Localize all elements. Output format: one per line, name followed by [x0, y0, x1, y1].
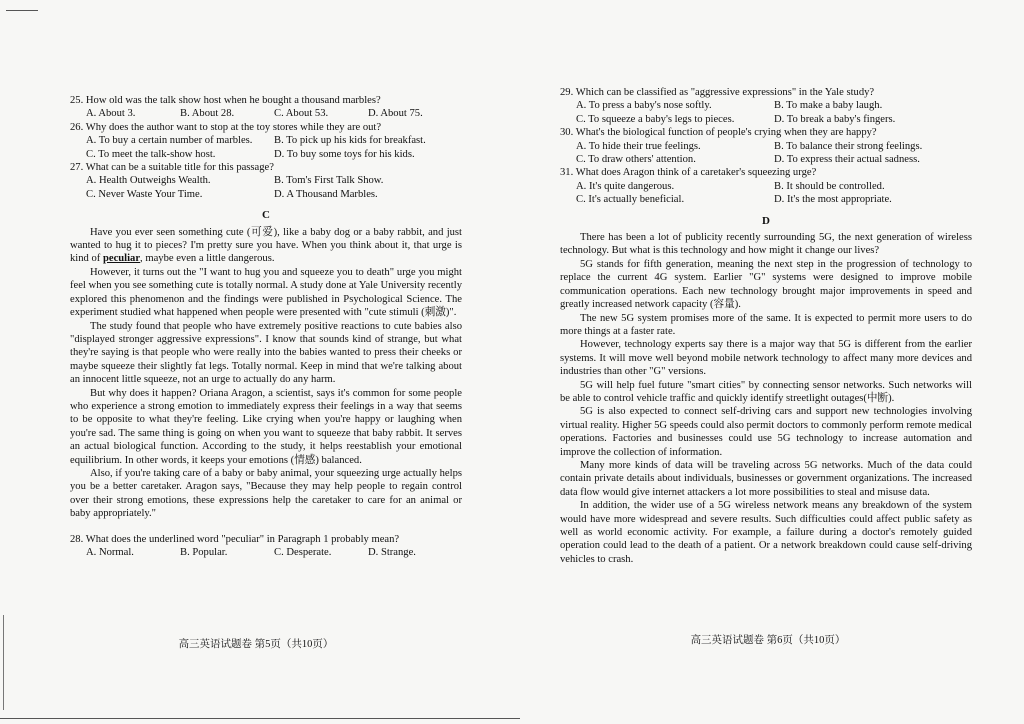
option-a: A. To buy a certain number of marbles. [86, 135, 253, 147]
option-c: C. To meet the talk-show host. [86, 148, 216, 160]
option-c: C. Never Waste Your Time. [86, 188, 203, 200]
option-a: A. To hide their true feelings. [576, 140, 701, 152]
option-c: C. Desperate. [274, 547, 332, 558]
page-6 [512, 0, 1024, 724]
option-d: D. About 75. [368, 108, 423, 120]
option-d: D. To break a baby's fingers. [774, 113, 896, 125]
option-b: B. It should be controlled. [774, 180, 885, 192]
passage-c-paragraph-4: But why does it happen? Oriana Aragon, a scientist, says it's common for some people who experience a strong emotion to immediately express their feelings in a way that seems to be opposite to what they're feeling. Like crying when you're happy or laughing when you're sad. The same thing is going on when you want to squeeze that baby rabbit. It serves an actual biological function. According to the study, it helps reestablish your emotional equilibrium. In other words, it keeps your emotions (情感) balanced. [70, 387, 462, 466]
question-27: 27. What can be a suitable title for this passage? [70, 162, 274, 174]
question-25-options [70, 107, 462, 120]
passage-d-paragraph-6: 5G is also expected to connect self-driving cars and support new technologies involving virtual reality. Higher 5G speeds could also permit doctors to commonly perform remote medical operations. Factories and businesses could use 5G technology to increase automation and improve the collection of information. [560, 406, 972, 458]
option-c: C. It's actually beneficial. [576, 194, 685, 206]
passage-c-paragraph-2: However, it turns out the "I want to hug you and squeeze you to death" urge you might feel when you see something cute is totally normal. A study done at Yale University recently explored this phenomenon and the findings were published in Psychological Science. The experiment studied what happened when people were presented with "cute stimuli (刺激)". [70, 266, 462, 319]
question-26-options [70, 134, 462, 161]
paragraph-1-text-end: , maybe even a little dangerous. [140, 253, 275, 265]
option-b: B. To pick up his kids for breakfast. [274, 135, 426, 147]
page-footer-left: 高三英语试题卷 第5页（共10页） [178, 639, 334, 650]
question-30-options [560, 140, 972, 167]
option-d: D. To buy some toys for his kids. [274, 148, 415, 160]
option-b: B. About 28. [180, 108, 235, 120]
option-b: B. To balance their strong feelings. [774, 140, 923, 152]
passage-d-paragraph-1: There has been a lot of publicity recently surrounding 5G, the next generation of wireless technology. But what is this technology and how might it change our lives? [560, 232, 972, 257]
passage-d-paragraph-5: 5G will help fuel future "smart cities" by connecting sensor networks. Such networks will be able to control vehicle traffic and quickly identify streetlight outages(中断). [560, 379, 972, 404]
option-b: B. To make a baby laugh. [774, 100, 883, 112]
option-a: A. Normal. [86, 547, 134, 558]
option-b: B. Popular. [180, 547, 228, 558]
question-31-options [560, 180, 972, 207]
question-29: 29. Which can be classified as "aggressive expressions" in the Yale study? [560, 87, 875, 98]
section-heading-c: C [262, 209, 270, 222]
passage-c-paragraph-5: Also, if you're taking care of a baby or baby animal, your squeezing urge actually helps you be a better caretaker. Aragon says, "Because they may help people to regain control over their strong emotions, these expressions help the caretaker to care for an animal or baby appropriately." [70, 467, 462, 520]
question-31: 31. What does Aragon think of a caretaker's squeezing urge? [560, 167, 817, 179]
passage-d-paragraph-8: In addition, the wider use of a 5G wireless network means any breakdown of the system would have more widespread and severe results. Such difficulties could affect public safety as well as world economic activity. For example, a failure during a doctor's remotely guided operation could lead to the death of a patient. Or a network breakdown could cause self-driving vehicles to crash. [560, 500, 972, 565]
passage-d-paragraph-4: However, technology experts say there is a major way that 5G is different from the earlier systems. It will move well beyond mobile network technology to affect many more devices and industries than other "G" versions. [560, 339, 972, 378]
question-28-options [70, 546, 462, 559]
option-a: A. To press a baby's nose softly. [576, 100, 712, 112]
passage-d-paragraph-7: Many more kinds of data will be traveling across 5G networks. Much of the data could contain private details about individuals, businesses or government organizations. The increased data flow would give internet attackers a lot more possibilities to steal and misuse data. [560, 459, 972, 498]
question-26: 26. Why does the author want to stop at the toy stores while they are out? [70, 121, 382, 133]
passage-d-paragraph-2: 5G stands for fifth generation, meaning the next step in the progression of technology to replace the current 4G system. Earlier "G" systems were designed to improve mobile communication operations. Each new technology brought major improvements in speed and greatly increased network capacity (容量). [560, 258, 972, 311]
option-d: D. Strange. [368, 547, 416, 558]
option-d: D. It's the most appropriate. [774, 194, 892, 206]
passage-c-paragraph-1 [70, 226, 462, 266]
page-footer-right: 高三英语试题卷 第6页（共10页） [690, 635, 846, 646]
section-heading-d: D [762, 214, 770, 227]
option-c: C. About 53. [274, 108, 329, 120]
question-25: 25. How old was the talk show host when he bought a thousand marbles? [70, 95, 381, 106]
option-b: B. Tom's First Talk Show. [274, 175, 384, 187]
option-d: D. To express their actual sadness. [774, 154, 920, 166]
option-c: C. To squeeze a baby's legs to pieces. [576, 113, 735, 125]
question-28: 28. What does the underlined word "peculiar" in Paragraph 1 probably mean? [70, 533, 400, 545]
option-a: A. About 3. [86, 108, 136, 120]
question-29-options [560, 99, 972, 126]
passage-c-paragraph-3: The study found that people who have extremely positive reactions to cute babies also "displayed stronger aggressive expressions". I know that sounds kind of strange, but what they're saying is that people who were really into the babies wanted to press their cheeks or maybe squeeze their slightly fat legs. Totally normal. Keep in mind that we're talking about an innocent little squeeze, not an urge to actually do any harm. [70, 320, 462, 386]
option-a: A. Health Outweighs Wealth. [86, 175, 211, 187]
question-30: 30. What's the biological function of people's crying when they are happy? [560, 127, 877, 139]
paragraph-1-text-start: Have you ever seen something cute (可爱), like a baby dog or a baby rabbit, and just wanted to hug it to pieces? I'm pretty sure you have. When you think about it, that urge is kind of [70, 226, 462, 265]
question-27-options [70, 174, 462, 201]
left-column [70, 94, 462, 559]
option-c: C. To draw others' attention. [576, 154, 696, 166]
option-d: D. A Thousand Marbles. [274, 188, 378, 200]
right-column [560, 86, 972, 566]
underlined-word: peculiar [102, 253, 141, 265]
passage-d-paragraph-3: The new 5G system promises more of the same. It is expected to permit more users to do more things at a faster rate. [560, 312, 972, 337]
option-a: A. It's quite dangerous. [576, 180, 675, 192]
